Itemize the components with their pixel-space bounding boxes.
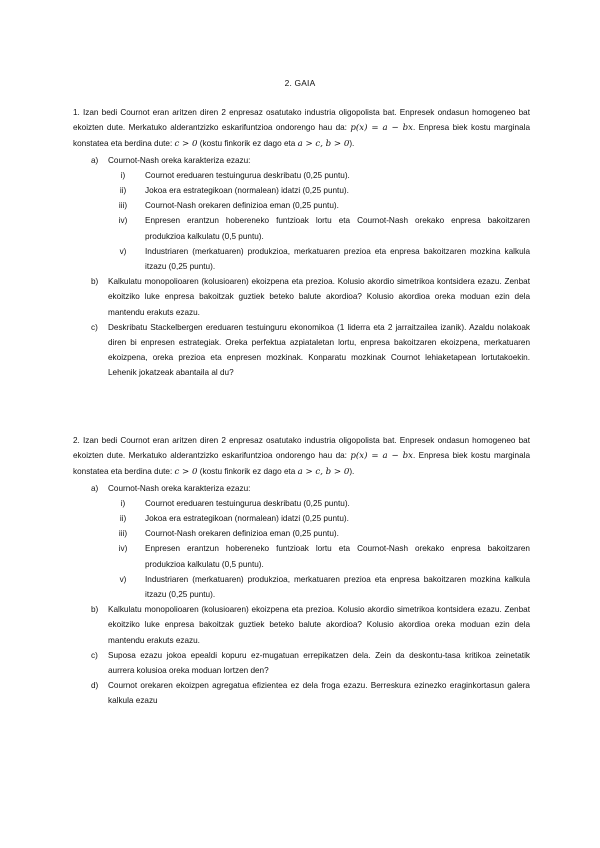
question-2-part-a: a) Cournot-Nash oreka karakteriza ezazu: — [91, 483, 251, 493]
demand-formula: p(x) = a − bx — [350, 123, 413, 134]
list-item: i) Cournot ereduaren testuingurua deskribatu (0,25 puntu). — [120, 498, 350, 508]
question-2-part-b: b) Kalkulatu monopolioaren (kolusioaren) ekoizpena eta prezioa. Kolusio akordio simetrikoa kontsidera ezazu. Zenbat ekoitziko luke enpresa bakoitzak guztiek beteko balute akordioa? Kolusio akordioa oreka moduan ezin dela mantendu erakuts ezazu. — [91, 605, 530, 645]
list-item: ii) Jokoa era estrategikoan (normalean) idatzi (0,25 puntu). — [119, 514, 349, 524]
list-item: iv) Enpresen erantzun hobereneko funtzioak lortu eta Cournot-Nash orekako enpresa bakoitzaren produkzioa kalkulatu (0,5 puntu). — [118, 544, 530, 569]
condition-formula: a > c, b > 0 — [297, 467, 350, 478]
list-item: v) Industriaren (merkatuaren) produkzioa, merkatuaren prezioa eta enpresa bakoitzaren mozkina kalkula itzazu (0,25 puntu). — [119, 246, 530, 272]
question-1-part-a: a) Cournot-Nash oreka karakteriza ezazu: — [91, 155, 251, 165]
question-1-intro: 1. Izan bedi Cournot eran aritzen diren 2 enpresaz osatutako industria oligopolista bat. Enpresek ondasun homogeneo bat ekoizten dute. Merkatuko alderantzizko eskarifuntzioa ondorengo hau da: p(x) = a − bx. Enpresa biek kostu marginala konstatea eta berdina dute: c > 0 (kostu finkorik ez dago eta a > c, b > 0). — [73, 108, 531, 150]
cost-formula: c > 0 — [174, 139, 198, 150]
demand-formula: p(x) = a − bx — [350, 451, 413, 462]
list-item: ii) Jokoa era estrategikoan (normalean) idatzi (0,25 puntu). — [119, 186, 349, 196]
list-item: iv) Enpresen erantzun hobereneko funtzioak lortu eta Cournot-Nash orekako enpresa bakoitzaren produkzioa kalkulatu (0,5 puntu). — [118, 216, 530, 241]
question-2-part-d: d) Cournot orekaren ekoizpen agregatua efizientea ez dela froga ezazu. Berreskura ezinezko eraginkortasun galera kalkula ezazu — [91, 681, 530, 706]
cost-formula: c > 0 — [174, 467, 198, 478]
condition-formula: a > c, b > 0 — [297, 139, 350, 150]
list-item: iii) Cournot-Nash orekaren definizioa eman (0,25 puntu). — [118, 529, 339, 539]
list-item: v) Industriaren (merkatuaren) produkzioa, merkatuaren prezioa eta enpresa bakoitzaren mozkina kalkula itzazu (0,25 puntu). — [119, 574, 530, 600]
question-2 — [73, 433, 530, 709]
question-1 — [73, 105, 530, 381]
question-1-part-b: b) Kalkulatu monopolioaren (kolusioaren) ekoizpena eta prezioa. Kolusio akordio simetrikoa kontsidera ezazu. Zenbat ekoitziko luke enpresa bakoitzak guztiek beteko balute akordioa? Kolusio akordioa oreka moduan ezin dela mantendu erakuts ezazu. — [91, 277, 530, 317]
question-1-part-c: c) Deskribatu Stackelbergen ereduaren testuinguru ekonomikoa (1 liderra eta 2 jarraitzailea izanik). Azaldu nolakoak diren bi enpresen estrategiak. Oreka perfektua azpiataletan lortu, enpresa bakoitzaren ekoizpena, merkatuaren ekoizpena, oreka prezioa eta enpresen mozkinak. Konparatu mozkinak Cournot lehiaketapean lortutakoekin. Lehenik jokatzeak abantaila al du? — [91, 322, 530, 378]
page-title: 2. GAIA — [284, 78, 316, 88]
question-2-part-c: c) Suposa ezazu jokoa epealdi kopuru ez-mugatuan errepikatzen dela. Zein da deskontu-tasa kritikoa zeinetatik aurrera kolusioa oreka moduan lortzen den? — [91, 650, 530, 676]
question-2-intro: 2. Izan bedi Cournot eran aritzen diren 2 enpresaz osatutako industria oligopolista bat. Enpresek ondasun homogeneo bat ekoizten dute. Merkatuko alderantzizko eskarifuntzioa ondorengo hau da: p(x) = a − bx. Enpresa biek kostu marginala konstatea eta berdina dute: c > 0 (kostu finkorik ez dago eta a > c, b > 0). — [73, 436, 531, 478]
list-item: iii) Cournot-Nash orekaren definizioa eman (0,25 puntu). — [118, 201, 339, 211]
list-item: i) Cournot ereduaren testuingurua deskribatu (0,25 puntu). — [120, 170, 350, 180]
